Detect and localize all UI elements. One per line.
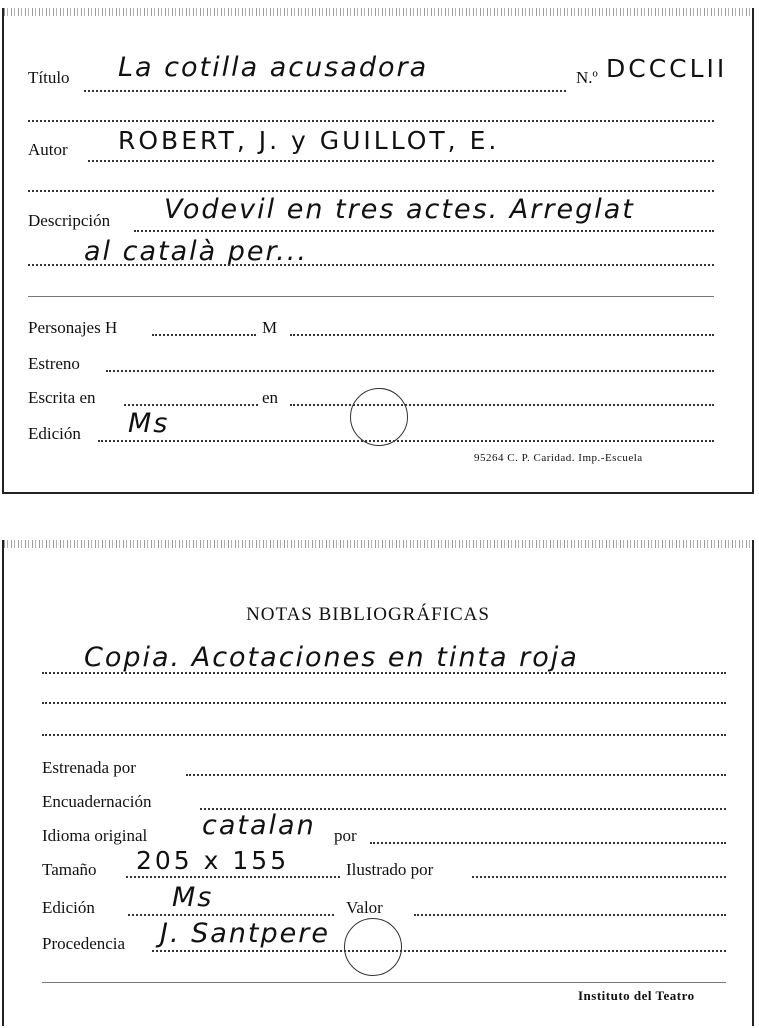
escrita-line [124, 404, 258, 406]
tamano-value: 205 x 155 [136, 846, 290, 875]
ilustrado-line [472, 876, 726, 878]
estreno-line [106, 370, 714, 372]
blank-line [28, 296, 714, 297]
numero-label: N.º [576, 68, 598, 87]
valor-label: Valor [346, 898, 383, 917]
scan-edge-noise [4, 540, 752, 548]
descripcion-value-1: Vodevil en tres actes. Arreglat [164, 194, 635, 225]
catalog-card-top [2, 8, 754, 494]
escrita-en-label: en [262, 388, 279, 407]
printer-mark: 95264 C. P. Caridad. Imp.-Escuela [474, 452, 643, 464]
escrita-label: Escrita en [28, 388, 96, 407]
procedencia-value: J. Santpere [160, 918, 330, 949]
titulo-label: Título [28, 68, 70, 87]
edicion-label: Edición [42, 898, 95, 917]
descripcion-dotted-line [134, 230, 714, 232]
scan-edge-noise [4, 8, 752, 16]
titulo-dotted-line [84, 90, 566, 92]
notas-line-3 [42, 734, 726, 736]
tamano-label: Tamaño [42, 860, 97, 879]
blank-dotted-line [28, 190, 714, 192]
personajes-h-line [152, 334, 256, 336]
notas-heading: NOTAS BIBLIOGRÁFICAS [246, 604, 490, 625]
autor-dotted-line [88, 160, 714, 162]
autor-label: Autor [28, 140, 68, 159]
edicion-label: Edición [28, 424, 81, 443]
autor-value: ROBERT, J. y GUILLOT, E. [118, 126, 500, 155]
descripcion-dotted-line-2 [28, 264, 714, 266]
stamp-circle [344, 918, 402, 976]
idioma-por-line [370, 842, 726, 844]
numero-value: DCCCLII [606, 54, 728, 83]
footer-rule [42, 982, 726, 983]
idioma-por-label: por [334, 826, 357, 845]
edicion-line [98, 440, 714, 442]
descripcion-label: Descripción [28, 211, 111, 230]
notas-value: Copia. Acotaciones en tinta roja [84, 642, 579, 673]
estreno-label: Estreno [28, 354, 80, 373]
encuadernacion-label: Encuadernación [42, 792, 152, 811]
idioma-label: Idioma original [42, 826, 148, 845]
descripcion-value-2: al català per... [84, 236, 308, 267]
personajes-label: Personajes H [28, 318, 118, 337]
estrenada-line [186, 774, 726, 776]
estrenada-label: Estrenada por [42, 758, 136, 777]
notas-line-1 [42, 672, 726, 674]
titulo-value: La cotilla acusadora [118, 52, 429, 83]
tamano-line [126, 876, 340, 878]
edicion-line [128, 914, 334, 916]
procedencia-line [152, 950, 726, 952]
personajes-m-label: M [262, 318, 278, 337]
procedencia-label: Procedencia [42, 934, 126, 953]
edicion-value: Ms [128, 408, 170, 439]
ilustrado-label: Ilustrado por [346, 860, 434, 879]
blank-dotted-line [28, 120, 714, 122]
catalog-card-bottom [2, 540, 754, 1026]
valor-line [414, 914, 726, 916]
idioma-value: catalan [202, 810, 316, 841]
personajes-m-line [290, 334, 714, 336]
stamp-circle [350, 388, 408, 446]
notas-line-2 [42, 702, 726, 704]
footer-institution: Instituto del Teatro [578, 988, 695, 1003]
edicion-value: Ms [172, 882, 214, 913]
